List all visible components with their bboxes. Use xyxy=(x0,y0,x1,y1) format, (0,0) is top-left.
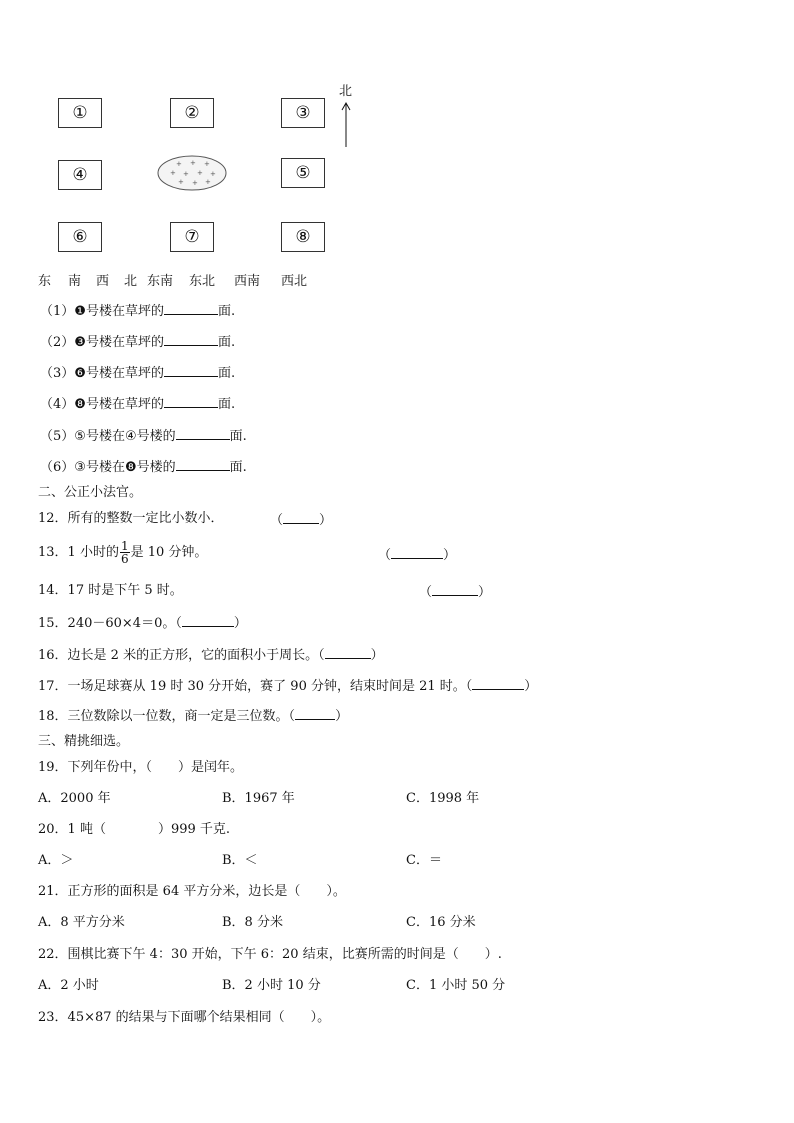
section-2-title: 二、公正小法官。 xyxy=(38,485,143,500)
building-box-5 xyxy=(281,158,325,188)
svg-text:+: + xyxy=(183,170,189,178)
judge-question-18: 18．三位数除以一位数，商一定是三位数。（ ） xyxy=(38,709,349,724)
lawn-ellipse xyxy=(156,154,228,192)
judge-question-13: 13．1 小时的 $\frac{1}{6}$ 是 10 分钟。 xyxy=(38,539,208,566)
building-box-4 xyxy=(58,160,102,190)
option-b[interactable]: B．8 分米 xyxy=(222,915,283,930)
svg-text:+: + xyxy=(170,169,176,177)
answer-blank[interactable] xyxy=(164,333,218,346)
building-label: ⑤ xyxy=(295,163,311,183)
choice-question-19: 19．下列年份中，（ ）是闰年。 xyxy=(38,760,244,775)
direction-option: 西北 xyxy=(281,274,308,289)
answer-bracket-13[interactable]: （ ） xyxy=(378,548,457,563)
judge-question-12: 12．所有的整数一定比小数小． xyxy=(38,511,224,526)
building-box-3 xyxy=(281,98,325,128)
option-a[interactable]: A．2000 年 xyxy=(38,791,111,806)
choice-question-21: 21．正方形的面积是 64 平方分米，边长是（ ）。 xyxy=(38,884,346,899)
direction-option: 北 xyxy=(124,274,138,289)
fill-question-6: （6）③号楼在❽号楼的 面. xyxy=(40,460,247,475)
direction-option: 西南 xyxy=(234,274,261,289)
fill-question-5: （5）⑤号楼在④号楼的 面. xyxy=(40,429,247,444)
judge-question-16: 16．边长是 2 米的正方形，它的面积小于周长。（ ） xyxy=(38,648,384,663)
answer-bracket-14[interactable]: （ ） xyxy=(419,585,492,600)
fill-question-2: （2）❸号楼在草坪的 面. xyxy=(40,335,236,350)
building-box-2 xyxy=(170,98,214,128)
option-c[interactable]: C．＝ xyxy=(406,853,442,868)
svg-text:+: + xyxy=(176,160,182,168)
building-label: ① xyxy=(72,103,88,123)
fill-question-3: （3）❻号楼在草坪的 面. xyxy=(40,366,236,381)
svg-text:+: + xyxy=(178,178,184,186)
option-c[interactable]: C．1 小时 50 分 xyxy=(406,978,506,993)
svg-text:+: + xyxy=(205,178,211,186)
section-3-title: 三、精挑细选。 xyxy=(38,734,130,749)
svg-text:+: + xyxy=(190,159,196,167)
choice-question-22: 22．围棋比赛下午 4：30 开始，下午 6：20 结束，比赛所需的时间是（ ）. xyxy=(38,947,502,962)
building-label: ⑧ xyxy=(295,227,311,247)
option-c[interactable]: C．1998 年 xyxy=(406,791,480,806)
direction-option: 东北 xyxy=(189,274,216,289)
answer-blank[interactable] xyxy=(182,614,234,627)
option-a[interactable]: A．＞ xyxy=(38,853,74,868)
judge-question-14: 14．17 时是下午 5 时。 xyxy=(38,583,183,598)
building-box-1 xyxy=(58,98,102,128)
option-b[interactable]: B．2 小时 10 分 xyxy=(222,978,321,993)
judge-question-17: 17．一场足球赛从 19 时 30 分开始，赛了 90 分钟，结束时间是 21 时。（ ） xyxy=(38,679,538,694)
building-label: ② xyxy=(184,103,200,123)
north-arrow-icon xyxy=(340,100,352,148)
direction-option: 东南 xyxy=(147,274,174,289)
building-box-8 xyxy=(281,222,325,252)
building-box-7 xyxy=(170,222,214,252)
judge-question-15: 15．240－60×4＝0。（ ） xyxy=(38,616,247,631)
svg-text:+: + xyxy=(192,179,198,187)
option-b[interactable]: B．1967 年 xyxy=(222,791,295,806)
answer-blank[interactable] xyxy=(176,427,230,440)
building-label: ⑥ xyxy=(72,227,88,247)
svg-text:+: + xyxy=(210,170,216,178)
building-box-6 xyxy=(58,222,102,252)
answer-blank[interactable] xyxy=(164,395,218,408)
north-label: 北 xyxy=(339,84,353,99)
fill-question-4: （4）❽号楼在草坪的 面. xyxy=(40,397,236,412)
answer-blank[interactable] xyxy=(164,302,218,315)
answer-blank[interactable] xyxy=(295,707,335,720)
answer-bracket-12[interactable]: （ ） xyxy=(270,513,333,528)
option-b[interactable]: B．＜ xyxy=(222,853,258,868)
fill-question-1: （1）❶号楼在草坪的 面. xyxy=(40,304,236,319)
direction-option: 西 xyxy=(96,274,110,289)
svg-text:+: + xyxy=(197,169,203,177)
option-a[interactable]: A．2 小时 xyxy=(38,978,99,993)
direction-option: 东 xyxy=(38,274,52,289)
svg-text:+: + xyxy=(204,160,210,168)
building-label: ③ xyxy=(295,103,311,123)
fraction: $\frac{1}{6}$ xyxy=(120,539,129,566)
answer-blank[interactable] xyxy=(164,364,218,377)
answer-blank[interactable] xyxy=(176,458,230,471)
choice-question-23: 23．45×87 的结果与下面哪个结果相同（ ）。 xyxy=(38,1010,331,1025)
answer-blank[interactable] xyxy=(325,646,371,659)
direction-option: 南 xyxy=(68,274,82,289)
building-label: ④ xyxy=(72,165,88,185)
building-label: ⑦ xyxy=(184,227,200,247)
option-c[interactable]: C．16 分米 xyxy=(406,915,476,930)
answer-blank[interactable] xyxy=(472,677,524,690)
choice-question-20: 20．1 吨（ ）999 千克. xyxy=(38,822,231,837)
option-a[interactable]: A．8 平方分米 xyxy=(38,915,125,930)
